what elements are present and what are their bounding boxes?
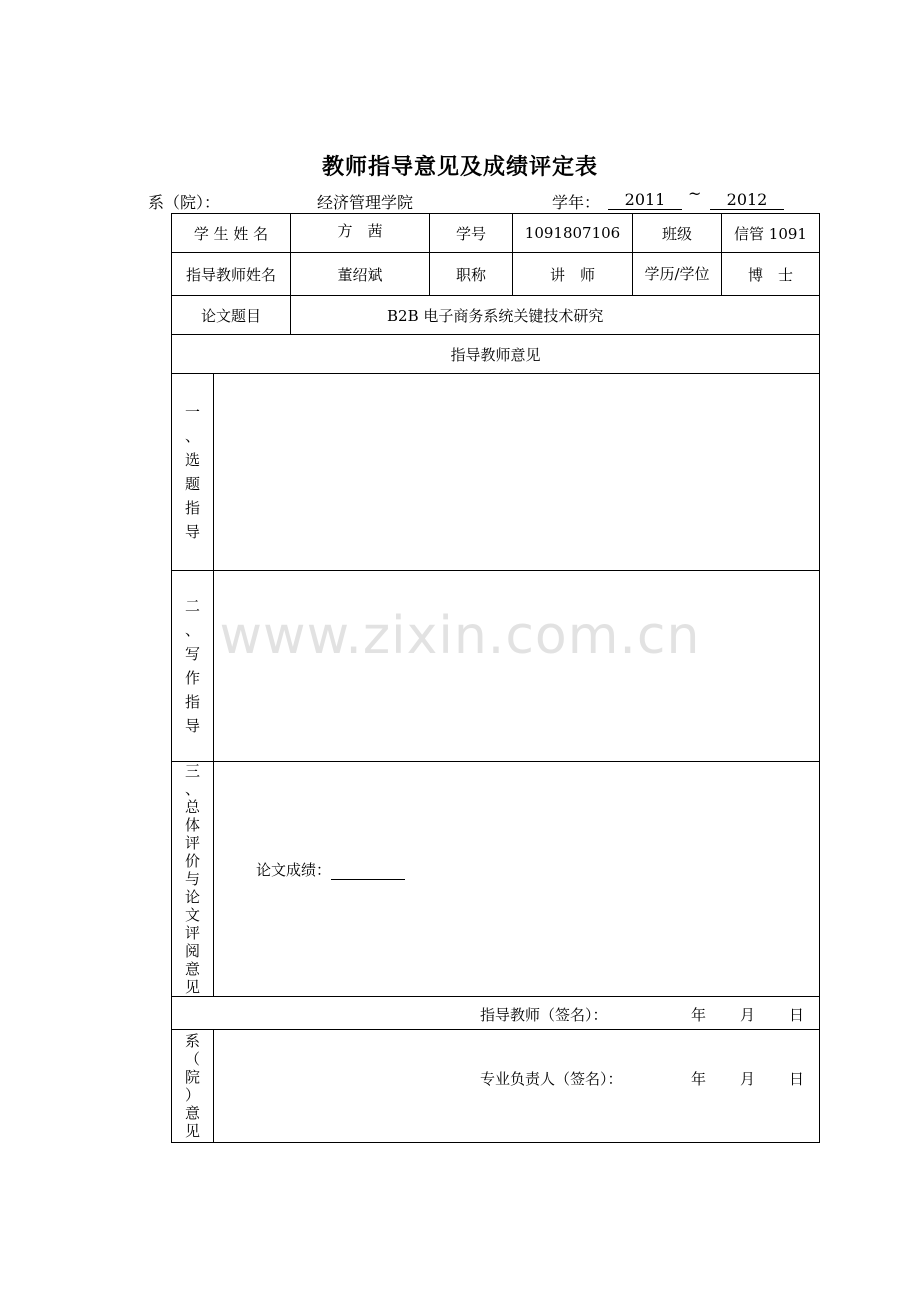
section-overall-evaluation (172, 762, 820, 997)
section-writing-guidance (172, 571, 820, 762)
s3-char-6: 与 (184, 870, 200, 888)
section-2-vertical-text (172, 594, 213, 738)
section-topic-guidance (172, 374, 820, 571)
dept-sign-month: 月 (740, 1070, 756, 1088)
watermark: www.zixin.com.cn (219, 606, 701, 666)
advisor-sign-day: 日 (789, 1006, 805, 1024)
section-1-content-area[interactable] (214, 374, 820, 571)
s3-char-12: 见 (184, 978, 200, 996)
advisor-signature-row (172, 997, 820, 1030)
s3-char-9: 评 (184, 924, 200, 942)
thesis-title: B2B 电子商务系统关键技术研究 (291, 296, 820, 335)
page-title: 教师指导意见及成绩评定表 (321, 154, 598, 180)
advisor-label: 指导教师姓名 (172, 253, 291, 296)
s4-char-2: 院 (184, 1068, 200, 1086)
class-label: 班级 (633, 214, 722, 253)
opinion-header-row (172, 335, 820, 374)
year-label: 学年： (552, 193, 601, 212)
s3-char-3: 体 (184, 816, 200, 834)
s1-char-1: 、 (184, 427, 200, 445)
s1-char-2: 选 (184, 451, 200, 469)
dept-opinion-row (172, 1030, 820, 1143)
student-name-label: 学 生 姓 名 (172, 214, 291, 253)
student-id: 1091807106 (513, 214, 633, 253)
dept-sign-day: 日 (789, 1070, 805, 1088)
s2-char-4: 指 (184, 693, 200, 711)
section-3-content-area[interactable] (214, 762, 820, 997)
class-value: 信管 1091 (722, 214, 820, 253)
s3-char-2: 总 (184, 798, 200, 816)
s4-char-3: ） (184, 1086, 200, 1104)
dept-value: 经济管理学院 (234, 190, 496, 214)
title-label: 职称 (430, 253, 513, 296)
section-3-label (172, 762, 214, 997)
section-3-vertical-text (172, 762, 213, 996)
s1-char-4: 指 (184, 499, 200, 517)
opinion-header: 指导教师意见 (172, 335, 820, 374)
degree-label: 学历/学位 (633, 253, 722, 296)
dept-opinion-vertical-text (172, 1032, 213, 1140)
advisor-sign-year: 年 (691, 1006, 707, 1024)
dept-label: 系（院）： (148, 193, 221, 212)
s2-char-1: 、 (184, 621, 200, 639)
dept-head-signature-label: 专业负责人（签名）： (480, 1070, 623, 1088)
section-1-vertical-text (172, 400, 213, 544)
student-info-row (172, 214, 820, 253)
s3-char-5: 价 (184, 852, 200, 870)
s3-char-7: 论 (184, 888, 200, 906)
s3-char-10: 阅 (184, 942, 200, 960)
advisor-info-row (172, 253, 820, 296)
section-2-content-area[interactable] (214, 571, 820, 762)
grade-field[interactable] (331, 863, 405, 880)
evaluation-form-table (171, 213, 820, 1143)
year-start: 2011 (608, 190, 682, 210)
advisor-name: 董绍斌 (291, 253, 430, 296)
thesis-row (172, 296, 820, 335)
advisor-signature-label: 指导教师（签名）： (480, 1006, 608, 1024)
s4-char-1: （ (184, 1050, 200, 1068)
s3-char-4: 评 (184, 834, 200, 852)
s3-char-11: 意 (184, 960, 200, 978)
s3-char-0: 三 (184, 762, 200, 780)
header-line (148, 184, 828, 214)
section-2-label (172, 571, 214, 762)
grade-label: 论文成绩： (256, 860, 332, 879)
year-end: 2012 (710, 190, 784, 210)
s3-char-8: 文 (184, 906, 200, 924)
s4-char-4: 意 (184, 1104, 200, 1122)
s2-char-2: 写 (184, 645, 200, 663)
s2-char-3: 作 (184, 669, 200, 687)
advisor-signature-cell[interactable] (172, 997, 820, 1030)
s1-char-3: 题 (184, 475, 200, 493)
s2-char-0: 二 (184, 597, 200, 615)
degree-value: 博 士 (722, 253, 820, 296)
s1-char-5: 导 (184, 523, 200, 541)
thesis-label: 论文题目 (172, 296, 291, 335)
s4-char-0: 系 (184, 1032, 200, 1050)
year-separator: ~ (688, 184, 702, 203)
s1-char-0: 一 (184, 403, 200, 421)
s4-char-5: 见 (184, 1122, 200, 1140)
advisor-sign-month: 月 (740, 1006, 756, 1024)
student-id-label: 学号 (430, 214, 513, 253)
section-1-label (172, 374, 214, 571)
title-value: 讲 师 (513, 253, 633, 296)
dept-opinion-content-area[interactable] (214, 1030, 820, 1143)
dept-opinion-label (172, 1030, 214, 1143)
dept-sign-year: 年 (691, 1070, 707, 1088)
student-name: 方 茜 (291, 214, 430, 253)
s2-char-5: 导 (184, 717, 200, 735)
s3-char-1: 、 (184, 780, 200, 798)
